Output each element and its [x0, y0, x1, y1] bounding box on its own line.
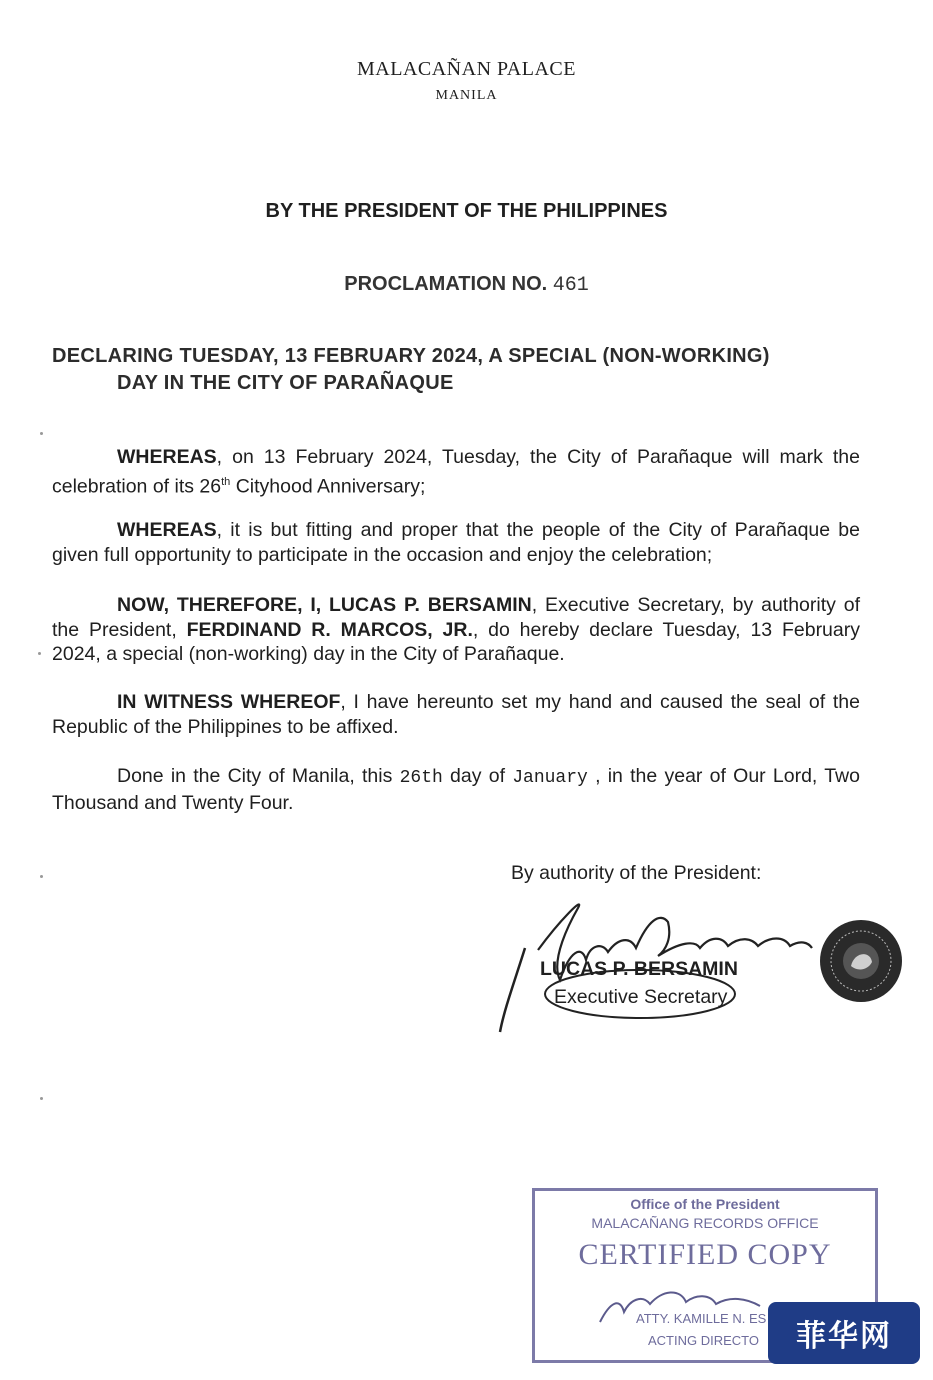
p3-text-b: , do hereby declare Tuesday, 13 February 2024, a special (non-working) day in the City of Parañaque. [52, 618, 860, 665]
margin-speck [40, 1097, 43, 1100]
stamp-records-office: MALACAÑANG RECORDS OFFICE [591, 1215, 819, 1231]
margin-speck [40, 875, 43, 878]
authority-line: By authority of the President: [511, 862, 762, 884]
signer-title: Executive Secretary [554, 986, 728, 1008]
whereas-paragraph-1 [52, 445, 860, 499]
watermark-text: 菲华网 [796, 1320, 892, 1353]
whereas-paragraph-2 [52, 518, 860, 567]
p3-president: FERDINAND R. MARCOS, JR. [186, 618, 473, 641]
document-title-line1: DECLARING TUESDAY, 13 FEBRUARY 2024, A SPECIAL (NON-WORKING) [52, 345, 770, 367]
p3-lead: NOW, THEREFORE, I, LUCAS P. BERSAMIN [117, 594, 532, 616]
p5-text-c: , in the year of Our Lord, Two Thousand and Twenty Four. [52, 765, 860, 814]
p5-text-b: day of [442, 765, 513, 787]
p2-text: , it is but fitting and proper that the people of the City of Parañaque be given full opportunity to participate in the occasion and enjoy the celebration; [52, 519, 860, 566]
proclamation-number: 461 [552, 274, 589, 297]
p5-day: 26th [399, 768, 443, 788]
p5-month: January [512, 768, 588, 788]
margin-speck [40, 432, 43, 435]
proclamation-label: PROCLAMATION NO. [344, 273, 548, 295]
stamp-certified-copy: CERTIFIED COPY [578, 1238, 832, 1271]
witness-paragraph [52, 690, 860, 739]
p5-text-a: Done in the City of Manila, this [117, 765, 400, 787]
site-watermark-logo [768, 1302, 920, 1364]
document-title-line2: DAY IN THE CITY OF PARAÑAQUE [117, 372, 454, 394]
issuer-heading: BY THE PRESIDENT OF THE PHILIPPINES [265, 200, 668, 222]
stamp-attorney-name: ATTY. KAMILLE N. ES [636, 1311, 767, 1326]
done-paragraph [52, 764, 860, 815]
p1-sup: th [221, 475, 231, 488]
official-seal [818, 918, 904, 1004]
p1-lead: WHEREAS [117, 446, 217, 468]
palace-heading: MALACAÑAN PALACE [357, 58, 576, 80]
stamp-office: Office of the President [630, 1196, 780, 1212]
stamp-acting-director: ACTING DIRECTO [648, 1333, 759, 1348]
margin-speck [38, 652, 41, 655]
p2-lead: WHEREAS [117, 519, 217, 541]
p4-text: , I have hereunto set my hand and caused the seal of the Republic of the Philippines to be affixed. [52, 691, 860, 738]
p4-lead: IN WITNESS WHEREOF [117, 691, 341, 713]
city-subheading: MANILA [435, 88, 498, 103]
p1-text-b: Cityhood Anniversary; [230, 475, 426, 497]
p3-text-a: , Executive Secretary, by authority of the President, [52, 594, 860, 641]
p1-text-a: , on 13 February 2024, Tuesday, the City of Parañaque will mark the celebration of its 26 [52, 446, 860, 497]
signer-name: LUCAS P. BERSAMIN [540, 958, 738, 980]
declaration-paragraph [52, 593, 860, 667]
proclamation-heading [0, 273, 933, 297]
